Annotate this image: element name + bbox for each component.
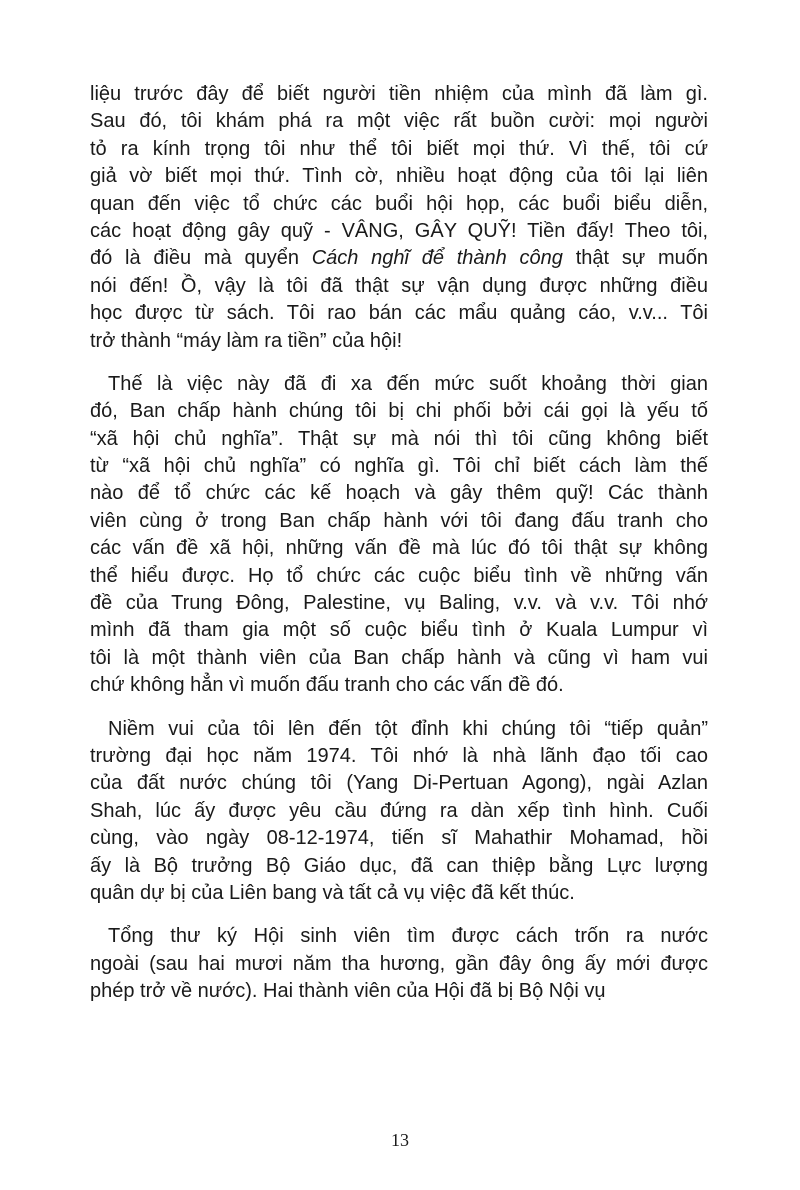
- text-line: liệu trước đây để biết người tiền nhiệm của mình đã làm gì.: [90, 83, 708, 105]
- text-line: của đất nước chúng tôi (Yang Di-Pertuan Agong), ngài Azlan: [90, 772, 708, 795]
- text-line: quan đến việc tổ chức các buổi hội họp, các buổi biểu diễn,: [90, 192, 708, 215]
- text-line: phép trở về nước). Hai thành viên của Hội đã bị Bộ Nội vụ: [90, 980, 606, 1003]
- paragraph: [90, 81, 708, 355]
- text-line: trở thành “máy làm ra tiền” của hội!: [90, 329, 403, 352]
- text-line: cùng, vào ngày 08-12-1974, tiến sĩ Mahathir Mohamad, hồi: [90, 827, 708, 850]
- text-line: từ “xã hội chủ nghĩa” có nghĩa gì. Tôi chỉ biết cách làm thế: [90, 455, 708, 478]
- text-line: giả vờ biết mọi thứ. Tình cờ, nhiều hoạt động của tôi lại liên: [90, 165, 708, 188]
- text-line: Sau đó, tôi khám phá ra một việc rất buồn cười: mọi người: [90, 110, 708, 133]
- page-number: 13: [391, 1130, 409, 1150]
- paragraph: [90, 371, 708, 700]
- text-line: nói đến! Ồ, vậy là tôi đã thật sự vận dụng được những điều: [90, 274, 708, 297]
- text-line: “xã hội chủ nghĩa”. Thật sự mà nói thì tôi cũng không biết: [90, 427, 708, 450]
- text-line: học được từ sách. Tôi rao bán các mẩu quảng cáo, v.v... Tôi: [90, 302, 708, 325]
- paragraph: [90, 716, 708, 908]
- text-line: tỏ ra kính trọng tôi như thể tôi biết mọi thứ. Vì thế, tôi cứ: [90, 137, 708, 160]
- text-line: Thế là việc này đã đi xa đến mức suốt khoảng thời gian: [108, 372, 708, 395]
- text-line: đó, Ban chấp hành chúng tôi bị chi phối bởi cái gọi là yếu tố: [90, 400, 708, 423]
- text-segment: đó là điều mà quyển: [90, 247, 312, 270]
- book-title: Cách nghĩ để thành công: [311, 247, 563, 270]
- text-line: các hoạt động gây quỹ - VÂNG, GÂY QUỸ! Tiền đấy! Theo tôi,: [90, 219, 708, 242]
- text-line: Shah, lúc ấy được yêu cầu đứng ra dàn xếp tình hình. Cuối: [90, 799, 708, 822]
- page-body: [90, 81, 708, 1022]
- text-line: quân dự bị của Liên bang và tất cả vụ việc đã kết thúc.: [90, 881, 575, 904]
- text-line: ấy là Bộ trưởng Bộ Giáo dục, đã can thiệp bằng Lực lượng: [90, 854, 708, 877]
- text-line: nào để tổ chức các kế hoạch và gây thêm quỹ! Các thành: [90, 482, 708, 505]
- text-line: chứ không hẳn vì muốn đấu tranh cho các vấn đề đó.: [90, 674, 564, 697]
- text-line: thể hiểu được. Họ tổ chức các cuộc biểu tình về những vấn: [90, 564, 708, 587]
- paragraph: [90, 923, 708, 1005]
- text-line: tôi là một thành viên của Ban chấp hành và cũng vì ham vui: [90, 646, 708, 669]
- text-line: Tổng thư ký Hội sinh viên tìm được cách trốn ra nước: [108, 925, 708, 948]
- text-line: các vấn đề xã hội, những vấn đề mà lúc đó tôi thật sự không: [90, 537, 708, 560]
- text-line: Niềm vui của tôi lên đến tột đỉnh khi chúng tôi “tiếp quản”: [108, 717, 708, 740]
- text-segment: thật sự muốn: [562, 247, 708, 270]
- text-line: mình đã tham gia một số cuộc biểu tình ở Kuala Lumpur vì: [90, 619, 708, 642]
- text-line: viên cùng ở trong Ban chấp hành với tôi đang đấu tranh cho: [90, 509, 708, 532]
- text-line: trường đại học năm 1974. Tôi nhớ là nhà lãnh đạo tối cao: [90, 744, 708, 767]
- text-line: [90, 245, 708, 272]
- text-line: đề của Trung Đông, Palestine, vụ Baling, v.v. và v.v. Tôi nhớ: [90, 592, 708, 615]
- text-line: ngoài (sau hai mươi năm tha hương, gần đây ông ấy mới được: [90, 952, 708, 975]
